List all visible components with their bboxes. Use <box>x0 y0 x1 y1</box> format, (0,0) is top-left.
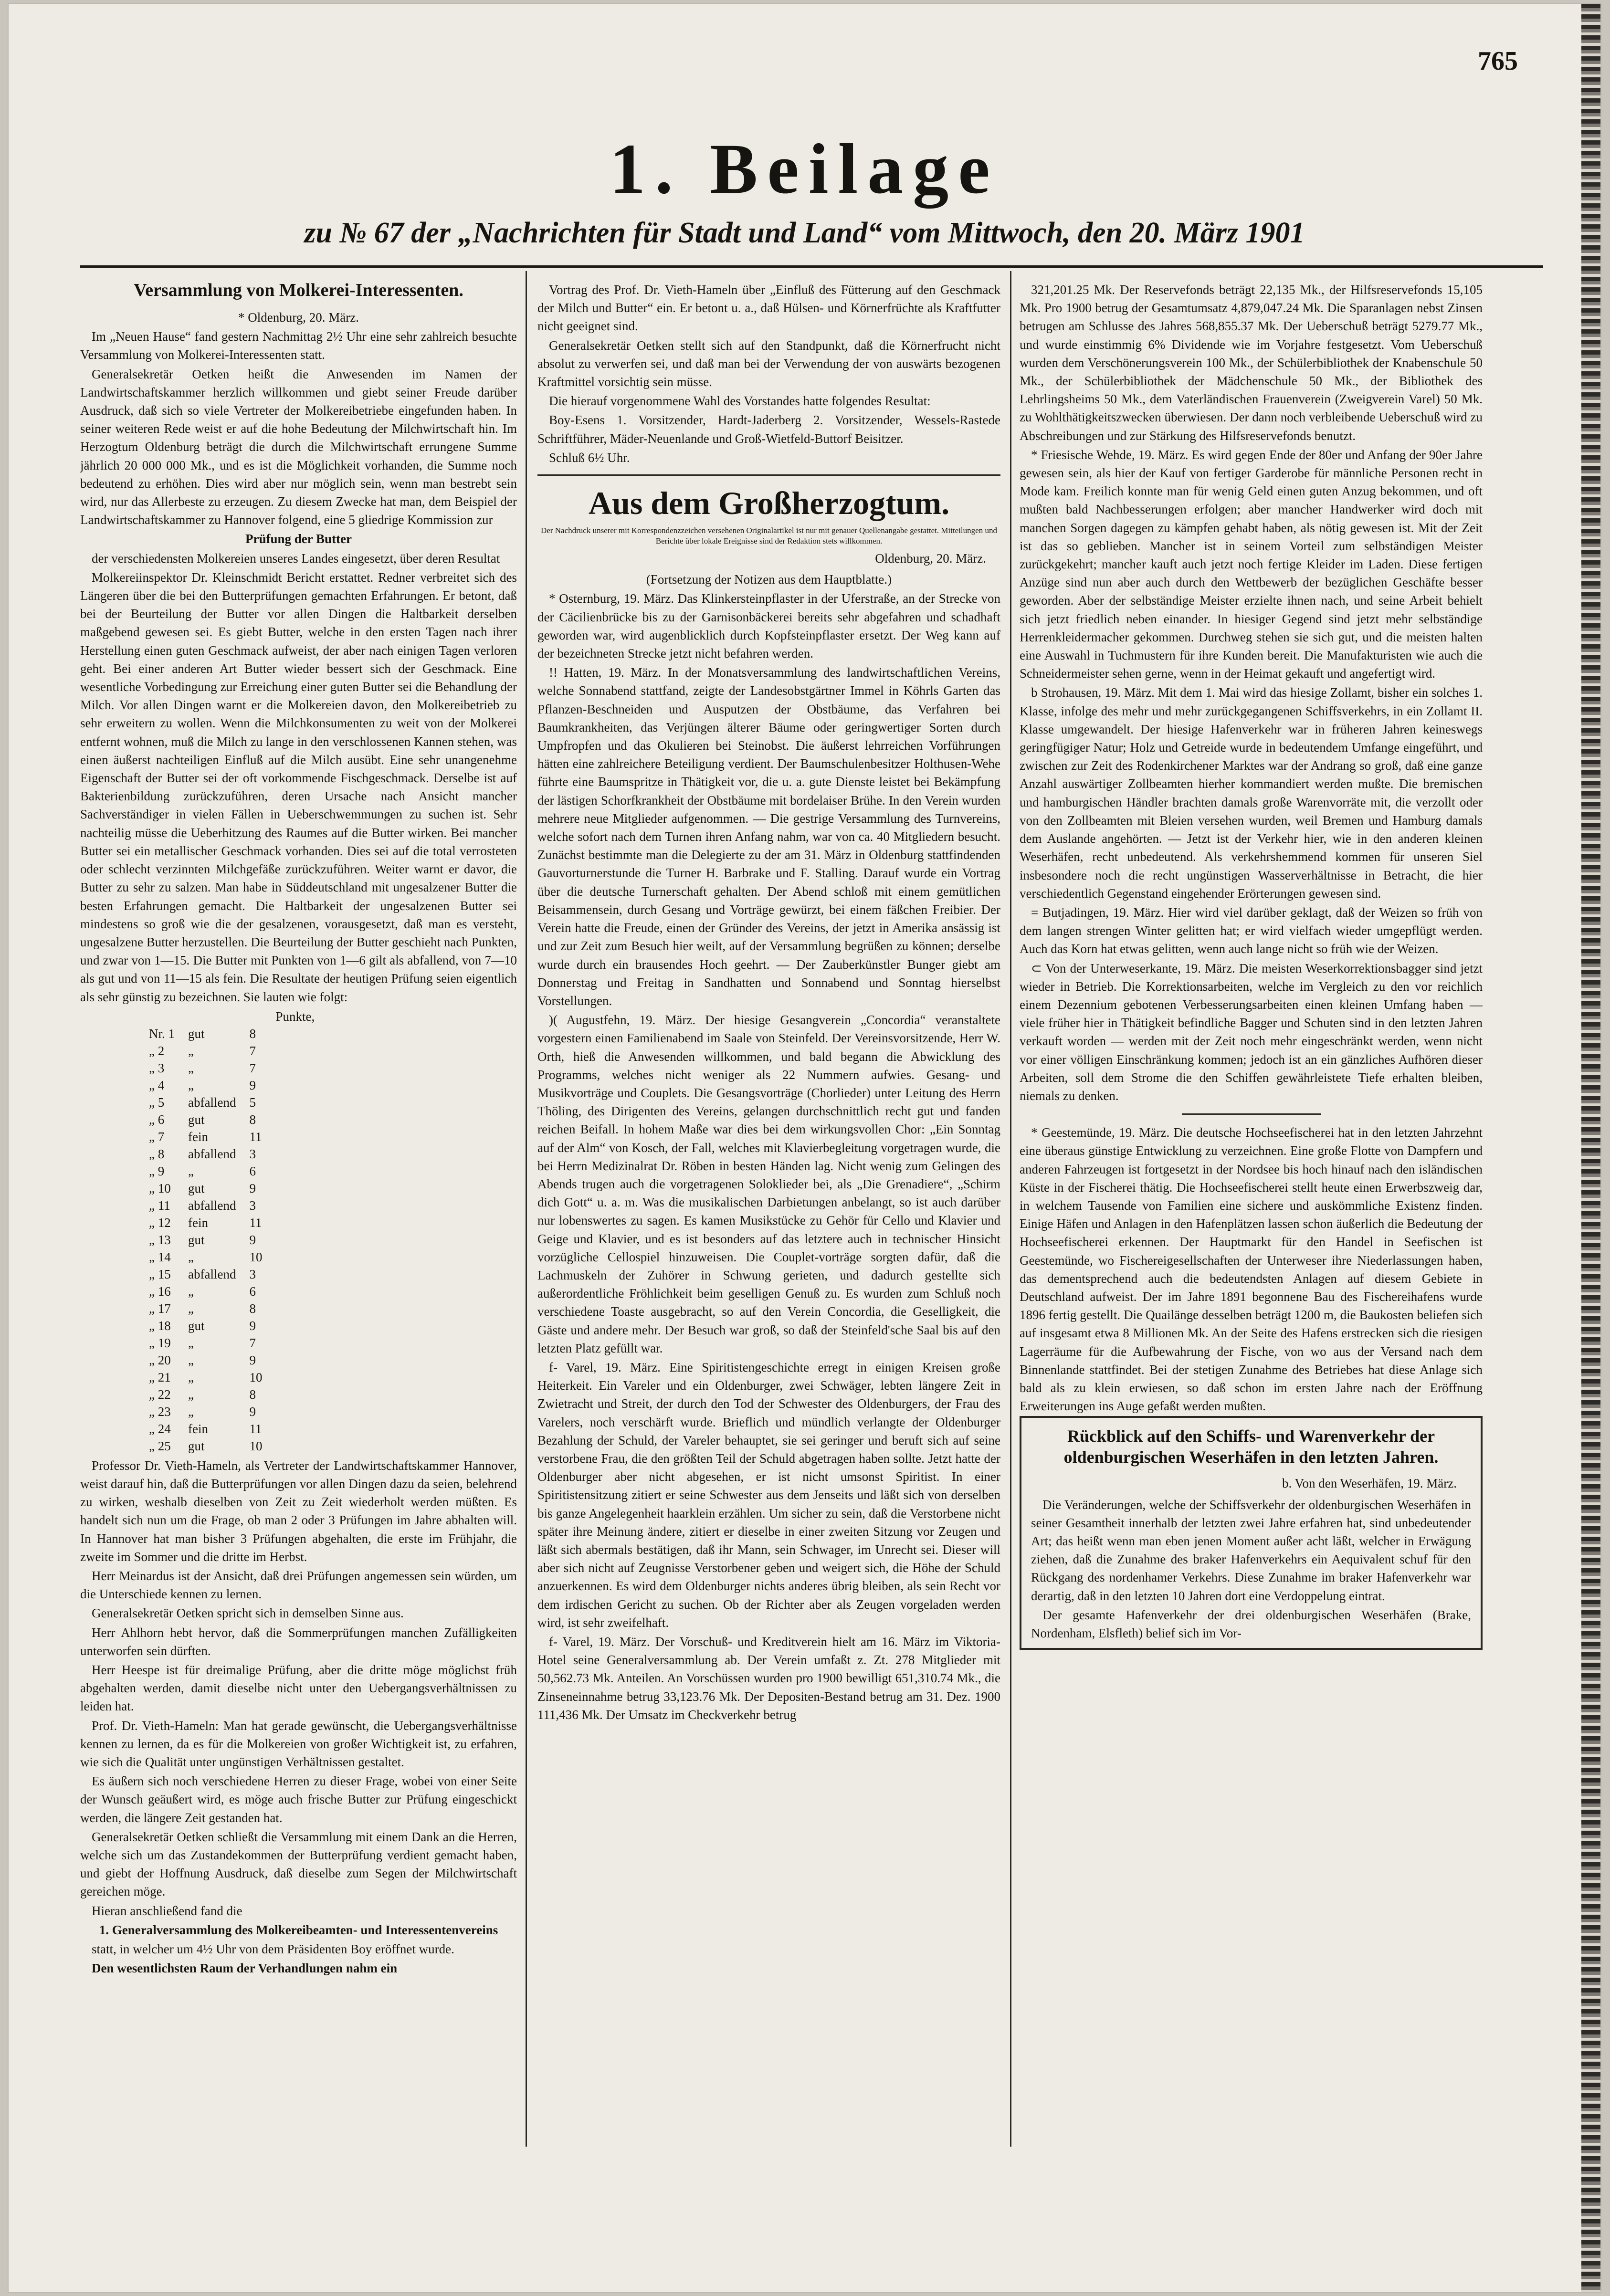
results-cell-nr: „ 19 <box>149 1335 171 1350</box>
results-cell-points: 8 <box>249 1112 256 1127</box>
results-cell-grade: gut <box>188 1438 205 1453</box>
section-rule <box>537 474 1000 476</box>
news-item: f- Varel, 19. März. Eine Spiritistengeschichte erregt in einigen Kreisen große Heiterkeit. Ein Vareler und ein Oldenburger, zwei Schwäger, lebten längere Zeit in Zwietracht und Streit, der durch den Tod der Schwester des Oldenburgers, der Frau des Varelers, noch verschärft wurde. Brieflich und mündlich verlangte der Oldenburger Bezahlung der Schuld, der Vareler behauptet, sie sei geringer und beruft sich auf seine verstorbene Frau, die den größten Teil der Schuld abgetragen haben sollte. Jetzt hatte der Oldenburger aber nicht abgesehen, er ist nicht umsonst Spiritist. In einer Spiritistensitzung zitiert er seine Schwester aus dem Jenseits und läßt sich von derselben bis ganze Angelegenheit haarklein erzählen. Um sicher zu sein, daß die Verstorbene nicht später ihre Meinung ändere, zitiert er dieselbe in einer zweiten Sitzung vor Zeugen und läßt sich abermals bestätigen, daß ihr Mann, sein Schwager, im Unrecht sei. Dieser will aber sich nicht auf Zeugnisse Verstorbener geben und weigert sich, die Höhe der Schuld anzuerkennen. Es wird dem Oldenburger nichts anderes übrig bleiben, als sein Recht vor dem irdischen Gericht zu suchen. Ob der Richter aber als Zeugen vorgeladen werden wird, ist sehr zweifelhaft. <box>537 1360 1000 1630</box>
paragraph: Generalsekretär Oetken spricht sich in demselben Sinne aus. <box>92 1606 404 1621</box>
article-heading: Versammlung von Molkerei-Interessenten. <box>134 280 463 300</box>
results-row <box>142 1352 321 1369</box>
news-item: b Strohausen, 19. März. Mit dem 1. Mai wird das hiesige Zollamt, bisher ein solches 1. Klasse, infolge des mehr und mehr zurückgegangenen Schiffsverkehrs, in ein Zollamt II. Klasse umgewandelt. Der hiesige Hafenverkehr war in früheren Jahren keineswegs geringfügiger Natur; Holz und Getreide wurde in bedeutendem Umfange eingeführt, und zwischen zur Zeit des Rodenkirchener Marktes war der Andrang so groß, daß eine ganze Anzahl auswärtiger Zollbeamten hierher kommandiert werden mußte. Die bremischen und hamburgischen Händler brachten damals große Warenvorräte mit, die verzollt oder von den Zollbeamten mit Bleien versehen wurden, weil Bremen und Hamburg damals dem Auslande angehörten. — Jetzt ist der Verkehr hier, wie in den anderen kleinen Weserhäfen, recht unbedeutend. Als verkehrshemmend kommen für unseren Siel insbesondere noch die recht ungünstigen Wasserverhältnisse in Betracht, die hier verschiedentlich Gegenstand eingehender Erörterungen gewesen sind. <box>1020 685 1483 901</box>
results-row <box>142 1145 321 1163</box>
news-item: !! Hatten, 19. März. In der Monatsversammlung des landwirtschaftlichen Vereins, welche Sonnabend stattfand, zeigte der Landesobstgärtner Immel in Köhrls Garten das Pflanzen-Beschneiden und Ausputzen der Obstbäume, das Verfahren bei Baumkrankheiten, das Verjüngen älterer Bäume oder geringwertiger Sorten durch Umpfropfen und das Okulieren bei Steinobst. Die äußerst lehrreichen Vorführungen hätten eine zahlreichere Beteiligung verdient. Der Baumschulenbesitzer Holthusen-Wehe führte eine Baumspritze in Thätigkeit vor, die u. a. gute Dienste leistet bei Bekämpfung der lästigen Schorfkrankheit der Obstbäume mit bordelaiser Brühe. In den Verein wurden mehrere neue Mitglieder aufgenommen. — Die gestrige Versammlung des Turnvereins, welche sofort nach dem Turnen ihren Anfang nahm, war von ca. 40 Mitgliedern besucht. Zunächst bestimmte man die Delegierte zu der am 31. März in Oldenburg stattfindenden Gauvorturnerstunde die Turner H. Barbrake und F. Stalling. Darauf wurde ein Vortrag über die deutsche Turnerschaft gehalten. Der Abend schloß mit einem gemütlichen Beisammensein, durch Gesang und Vorträge gewürzt, bei einem fäßchen Freibier. Der Verein hatte die Freude, einen der Gründer des Vereins, der jetzt in Amerika ansässig ist und zur Zeit zum Besuch hier weilt, auf der Versammlung begrüßen zu können; derselbe wurde durch ein brausendes Hoch geehrt. — Der Zauberkünstler Bunger giebt am Donnerstag und Freitag in Sandhatten und Sonnabend und Sonntag hierselbst Vorstellungen. <box>537 665 1000 1008</box>
results-cell-grade: „ <box>188 1078 194 1092</box>
paragraph: Vortrag des Prof. Dr. Vieth-Hameln über „Einfluß des Fütterung auf den Geschmack der Milch und Butter“ ein. Er betont u. a., daß Hülsen- und Körnerfrüchte als Kraftfutter nicht geeignet sind. <box>537 283 1000 334</box>
paragraph: Es äußern sich noch verschiedene Herren zu dieser Frage, wobei von einer Seite der Wunsch geäußert wird, es möge auch frische Butter zur Prüfung eingeschickt werden, die längere Zeit gestanden hat. <box>80 1774 517 1825</box>
results-cell-nr: „ 17 <box>149 1301 171 1316</box>
results-cell-nr: Nr. 1 <box>149 1026 175 1041</box>
results-cell-points: 11 <box>249 1215 262 1230</box>
results-cell-nr: „ 22 <box>149 1387 171 1402</box>
results-cell-points: 3 <box>249 1146 256 1161</box>
results-cell-points: 11 <box>249 1421 262 1436</box>
binding-edge <box>1581 4 1600 2292</box>
continuation-note: (Fortsetzung der Notizen aus dem Hauptblatte.) <box>646 572 892 587</box>
boxed-article-dateline: b. Von den Weserhäfen, 19. März. <box>1282 1476 1457 1491</box>
news-item: ⊂ Von der Unterweserkante, 19. März. Die meisten Weserkorrektionsbagger sind jetzt wieder in Betrieb. Die Korrektionsarbeiten, welche im Vergleich zu den vor reichlich einem Dezennium gebotenen Verbesserungsarbeiten einen kleinen Umfang haben — viele früher hier in Thätigkeit befindliche Bagger und Schuten sind in den letzten Jahren verkauft worden — werden mit der Zeit noch mehr eingeschränkt werden, wenn nicht vor einer völligen Einschränkung kommen; jedoch ist an ein gänzliches Aufhören dieser Arbeiten, soll dem Strome die den Schiffen gewährleistete Tiefe erhalten bleiben, niemals zu denken. <box>1020 961 1483 1103</box>
results-cell-grade: gut <box>188 1112 205 1127</box>
paragraph: Die hierauf vorgenommene Wahl des Vorstandes hatte folgendes Resultat: <box>549 394 931 409</box>
paragraph: Hieran anschließend fand die <box>92 1903 242 1918</box>
results-cell-points: 8 <box>249 1301 256 1316</box>
results-cell-grade: „ <box>188 1352 194 1367</box>
inline-heading: Prüfung der Butter <box>245 532 352 546</box>
results-cell-nr: „ 4 <box>149 1078 165 1092</box>
results-cell-grade: fein <box>188 1215 208 1230</box>
paragraph: Die Veränderungen, welche der Schiffsverkehr der oldenburgischen Weserhäfen in seiner Gesamtheit innerhalb der letzten zwei Jahre erfahren hat, sind unbedeutender Art; das heißt wenn man eben jenen Moment außer acht läßt, welcher in Erwägung ziehen, daß die Zunahme des braker Hafenverkehrs ein Aequivalent schuf für den Rückgang des nordenhamer Verkehrs. Diese Zunahme im braker Hafenverkehr war derartig, daß in den letzten 10 Jahren dort eine Verdoppelung eintrat. <box>1031 1497 1471 1603</box>
results-cell-nr: „ 11 <box>149 1198 170 1213</box>
supplement-subtitle: zu № 67 der „Nachrichten für Stadt und Land“ vom Mittwoch, den 20. März 1901 <box>304 217 1305 249</box>
column-rule-2 <box>1010 271 1011 2147</box>
results-cell-points: 7 <box>249 1043 256 1058</box>
results-cell-points: 9 <box>249 1404 256 1419</box>
paragraph: der verschiedensten Molkereien unseres Landes eingesetzt, über deren Resultat <box>92 551 500 566</box>
paragraph: Herr Heespe ist für dreimalige Prüfung, aber die dritte möge möglichst früh abgehalten werden, damit dieselbe nicht unter den Uebergangsverhältnissen zu leiden hat. <box>80 1662 517 1714</box>
results-row <box>142 1077 321 1094</box>
results-cell-nr: „ 23 <box>149 1404 171 1419</box>
results-row <box>142 1248 321 1266</box>
paragraph: Professor Dr. Vieth-Hameln, als Vertreter der Landwirtschaftskammer Hannover, weist darauf hin, daß die Butterprüfungen vor allen Dingen dazu da seien, belehrend zu wirken, weshalb dieselben von Zeit zu Zeit wiederholt werden müßten. Es handelt sich nun um die Frage, ob man 2 oder 3 Prüfungen im Jahre abhalten will. In Hannover hat man bisher 3 Prüfungen abgehalten, die erste im Frühjahr, die zweite im Sommer und die dritte im Herbst. <box>80 1458 517 1564</box>
results-cell-nr: „ 14 <box>149 1249 171 1264</box>
results-row <box>142 1437 321 1455</box>
results-cell-points: 9 <box>249 1232 256 1247</box>
results-cell-nr: „ 24 <box>149 1421 171 1436</box>
page-number: 765 <box>1478 46 1518 76</box>
paragraph: Prof. Dr. Vieth-Hameln: Man hat gerade gewünscht, die Uebergangsverhältnisse kennen zu lernen, da es für die Molkereien von großer Wichtigkeit ist, zu erfahren, wie sich die Qualität unter ungünstigen Verhältnissen gestaltet. <box>80 1718 517 1769</box>
results-cell-grade: gut <box>188 1318 205 1333</box>
paragraph: Im „Neuen Hause“ fand gestern Nachmittag 2½ Uhr eine sehr zahlreich besuchte Versammlung von Molkerei-Interessenten statt. <box>80 329 517 362</box>
results-row <box>142 1163 321 1180</box>
results-row <box>142 1197 321 1214</box>
paragraph: Generalsekretär Oetken heißt die Anwesenden im Namen der Landwirtschaftskammer herzlich willkommen und giebt seiner Freude darüber Ausdruck, daß sich so viele Vertreter der Molkereibetriebe eingefunden haben. In seiner weiteren Rede weist er auf die hohe Bedeutung der Milchwirtschaft hin. Im Herzogtum Oldenburg beträgt die durch die Milchwirtschaft errungene Summe jährlich 20 000 000 Mk., und es ist die Möglichkeit vorhanden, die Summe noch bedeutend zu erhöhen. Dies wird aber nur möglich sein, wenn man bestrebt sein wird, nur das Allerbeste zu erzeugen. Zu diesem Zwecke hat man, dem Beispiel der Landwirtschaftskammer zu Hannover folgend, eine 5 gliedrige Kommission zur <box>80 367 517 527</box>
news-item: * Geestemünde, 19. März. Die deutsche Hochseefischerei hat in den letzten Jahrzehnt eine überaus günstige Entwicklung zu verzeichnen. Eine große Flotte von Dampfern und anderen Fahrzeugen ist fortgesetzt in der Nordsee bis hoch hinauf nach den isländischen Küste in der Fischerei thätig. Die Hochseefischerei stellt heute einen Erwerbszweig dar, in welchem Tausende von Familien eine sichere und auskömmliche Existenz finden. Einige Häfen und Anlagen in den Hafenplätzen lassen schon äußerlich die Bedeutung der Hochseefischerei erkennen. Der Hauptmarkt für den Handel in Seefischen ist Geestemünde, wo Fischereigesellschaften der Unterweser ihre Niederlassungen haben, das dementsprechend auch die bedeutendsten Anlagen auf diesem Gebiete in Deutschland aufweist. Der im Jahre 1891 begonnene Bau des Fischereihafens wurde 1896 fertig gestellt. Die Quailänge desselben beträgt 1200 m, die Baukosten beliefen sich auf insgesamt etwa 8 Millionen Mk. An der Seite des Hafens erstrecken sich die riesigen Lagerräume für die Aufbewahrung der Fische, von wo aus der Versand nach dem Binnenlande stattfindet. Bei der stetigen Zunahme des Betriebes hat diese Anlage sich bald als zu klein erwiesen, so daß schon im ersten Jahre nach der Eröffnung Erweiterungen ins Auge gefaßt werden mußten. <box>1020 1125 1483 1414</box>
results-cell-nr: „ 20 <box>149 1352 171 1367</box>
results-cell-grade: „ <box>188 1164 194 1178</box>
results-table <box>142 1008 321 1455</box>
results-cell-points: 10 <box>249 1249 263 1264</box>
paragraph: Herr Meinardus ist der Ansicht, daß drei Prüfungen angemessen sein würden, um die Unterschiede kennen zu lernen. <box>80 1568 517 1602</box>
results-row <box>142 1403 321 1420</box>
results-cell-grade: abfallend <box>188 1146 236 1161</box>
paragraph: statt, in welcher um 4½ Uhr von dem Präsidenten Boy eröffnet wurde. <box>92 1942 454 1956</box>
results-cell-grade: „ <box>188 1335 194 1350</box>
results-cell-grade: „ <box>188 1249 194 1264</box>
results-cell-nr: „ 15 <box>149 1267 171 1281</box>
paragraph: Schluß 6½ Uhr. <box>549 450 630 465</box>
results-cell-nr: „ 9 <box>149 1164 165 1178</box>
results-cell-points: 7 <box>249 1335 256 1350</box>
results-cell-points: 3 <box>249 1198 256 1213</box>
results-row <box>142 1386 321 1403</box>
newspaper-page <box>9 4 1600 2292</box>
results-cell-grade: „ <box>188 1301 194 1316</box>
section-note: Der Nachdruck unserer mit Korrespondenzzeichen versehenen Originalartikel ist nur mit genauer Quellenangabe gestattet. Mitteilungen und Berichte über lokale Ereignisse sind der Redaktion stets willkommen. <box>541 526 997 546</box>
results-cell-nr: „ 13 <box>149 1232 171 1247</box>
column-2 <box>537 281 1000 1725</box>
results-cell-nr: „ 25 <box>149 1438 171 1453</box>
results-cell-points: 11 <box>249 1129 262 1144</box>
results-row <box>142 1369 321 1386</box>
paragraph: Generalsekretär Oetken schließt die Versammlung mit einem Dank an die Herren, welche sich um das Zustandekommen der Butterprüfung verdient gemacht haben, und giebt der Hoffnung Ausdruck, daß dieselbe zum Segen der Milchwirtschaft gereichen möge. <box>80 1829 517 1899</box>
results-cell-points: 6 <box>249 1284 256 1299</box>
results-cell-nr: „ 5 <box>149 1095 165 1110</box>
results-cell-nr: „ 16 <box>149 1284 171 1299</box>
results-cell-points: 8 <box>249 1026 256 1041</box>
dateline: * Oldenburg, 20. März. <box>238 310 359 325</box>
news-item: )( Augustfehn, 19. März. Der hiesige Gesangverein „Concordia“ veranstaltete vorgestern einen Familienabend im Saale von Steinfeld. Der Vereinsvorsitzende, Herr W. Orth, hieß die Anwesenden willkommen, und bald begann die Abwicklung des Programms, welches nicht weniger als 22 Nummern aufwies. Gesang- und Musikvorträge und Couplets. Die Gesangsvorträge (Chorlieder) unter Leitung des Herrn Thöling, des Dirigenten des Vereins, gelangen durchschnittlich recht gut und fanden reichen Beifall. In hohem Maße war dies bei dem wirkungsvollen Chor: „Ein Sonntag auf der Alm“ von Kosch, der Fall, welches mit Klavierbegleitung vorgetragen wurde, die bei Herrn Medizinalrat Dr. Röben in besten Händen lag. Nicht wenig zum Gelingen des Abends trugen auch die vorgetragenen Soloklieder bei, als „Die Grenadiere“, „Schirm dich Gott“ u. a. m. Was die musikalischen Darbietungen anbelangt, so ist auch darüber nur lobenswertes zu sagen. Es kamen Musikstücke zu Gehör für Cello und Klavier und Geige und Klavier, und es ist besonders auf das letztere auch in technischer Hinsicht vorzügliche Cellospiel hinzuweisen. Die Couplet-vorträge sorgten dafür, daß die Lachmuskeln der Zuhörer in Schwung gerieten, und dadurch gestellte sich außerordentliche Fröhlichkeit beim geselligen Genuß zu. Es wurden zum Schluß noch verschiedene Toaste ausgebracht, so auf den Verein Concordia, die Geselligkeit, die Gäste und andere mehr. Der Besuch war groß, so daß der Steinfeld'sche Saal bis auf den letzten Platz gefüllt war. <box>537 1013 1000 1355</box>
results-cell-nr: „ 6 <box>149 1112 165 1127</box>
results-cell-points: 9 <box>249 1318 256 1333</box>
results-cell-grade: fein <box>188 1129 208 1144</box>
results-cell-points: 5 <box>249 1095 256 1110</box>
paragraph: Generalsekretär Oetken stellt sich auf den Standpunkt, daß die Körnerfrucht nicht absolut zu verwerfen sei, und daß man bei der Verwendung der von auswärts bezogenen Kraftmittel vorsichtig sein müsse. <box>537 338 1000 389</box>
section-title: Aus dem Großherzogtum. <box>588 485 950 522</box>
results-cell-grade: „ <box>188 1387 194 1402</box>
results-cell-grade: abfallend <box>188 1095 236 1110</box>
results-row <box>142 1094 321 1111</box>
results-cell-nr: „ 21 <box>149 1370 171 1384</box>
results-row <box>142 1266 321 1283</box>
results-cell-points: 7 <box>249 1060 256 1075</box>
paragraph: Molkereiinspektor Dr. Kleinschmidt Bericht erstattet. Redner verbreitet sich des Längeren über die bei den Butterprüfungen gemachten Erfahrungen. Er betont, daß bei der Beurteilung der Butter vor allen Dingen die Haltbarkeit derselben maßgebend gewesen sei. Es giebt Butter, welche in den ersten Tagen nach ihrer Herstellung einen guten Geschmack aufweist, der aber nach einigen Tagen verloren geht. Bei einer anderen Art Butter wieder bessert sich der Geschmack. Eine wesentliche Vorbedingung zur Erreichung einer guten Butter sei die Behandlung der Milch. Vor allen Dingen warnt er die Molkereien davon, den Molkereibetrieb zu sehr erweitern zu wollen. Wenn die Milchkonsumenten zu weit von der Molkerei entfernt wohnen, muß die Milch zu lange in den verschlossenen Kannen stehen, was einen äußerst nachteiligen Einfluß auf die Milch ausübt. Eine sehr unangenehme Eigenschaft der Butter sei der oft vorkommende Fischgeschmack. Derselbe ist auf Bakterienbildung zurückzuführen, deren Ursache nach Ansicht mancher Sachverständiger in vielen Fällen in Ueberschwemmungen zu suchen ist. Sehr nachteilig müsse die Ueberhitzung des Raumes auf die Butter wirken. Bei mancher Butter sei ein metallischer Geschmack vorhanden. Dies sei auf die total verrosteten oder schlecht verzinnten Milchgefäße zurückzuführen. Weiter warnt er davor, die Butter zu sehr zu salzen. Man habe in Süddeutschland mit ungesalzener Butter die besten Erfahrungen gemacht. Die Haltbarkeit der ungesalzenen Butter sei mindestens so groß wie die der gesalzenen, vorausgesetzt, daß man es versteht, ungesalzene Butter herzustellen. Die Beurteilung der Butter geschieht nach Punkten, und zwar von 1—15. Die Butter mit Punkten von 1—6 gilt als abfallend, von 7—10 als gut und von 11—15 als fein. Die Resultate der heutigen Prüfung seien eigentlich als sehr günstig zu bezeichnen. Sie lauten wie folgt: <box>80 570 517 1004</box>
results-cell-points: 10 <box>249 1370 263 1384</box>
results-row <box>142 1128 321 1145</box>
results-cell-grade: „ <box>188 1043 194 1058</box>
paragraph: Den wesentlichsten Raum der Verhandlungen nahm ein <box>92 1961 398 1976</box>
results-cell-grade: „ <box>188 1284 194 1299</box>
results-cell-points: 10 <box>249 1438 263 1453</box>
results-row <box>142 1025 321 1042</box>
results-cell-grade: fein <box>188 1421 208 1436</box>
results-row <box>142 1180 321 1197</box>
results-cell-grade: „ <box>188 1404 194 1419</box>
results-row <box>142 1300 321 1317</box>
subheading: 1. Generalversammlung des Molkereibeamten- und Interessentenvereins <box>99 1922 498 1937</box>
results-cell-nr: „ 8 <box>149 1146 165 1161</box>
results-cell-grade: gut <box>188 1181 205 1195</box>
results-row <box>142 1059 321 1077</box>
results-cell-grade: gut <box>188 1232 205 1247</box>
paragraph: Der gesamte Hafenverkehr der drei oldenburgischen Weserhäfen (Brake, Nordenham, Elsfleth) belief sich im Vor- <box>1031 1607 1471 1641</box>
boxed-article-title: Rückblick auf den Schiffs- und Warenverkehr der oldenburgischen Weserhäfen in den letzten Jahren. <box>1063 1426 1439 1467</box>
results-row <box>142 1283 321 1300</box>
paragraph: Boy-Esens 1. Vorsitzender, Hardt-Jaderberg 2. Vorsitzender, Wessels-Rastede Schriftführer, Mäder-Neuenlande und Groß-Wietfeld-Buttorf Beisitzer. <box>537 413 1000 446</box>
results-cell-grade: gut <box>188 1026 205 1041</box>
paragraph: Herr Ahlhorn hebt hervor, daß die Sommerprüfungen manchen Zufälligkeiten unterworfen sein dürften. <box>80 1625 517 1658</box>
boxed-article <box>1020 1416 1483 1650</box>
results-row <box>142 1111 321 1128</box>
results-row <box>142 1214 321 1231</box>
item-rule <box>1182 1113 1321 1115</box>
results-cell-points: 8 <box>249 1387 256 1402</box>
header-rule <box>80 265 1543 268</box>
results-cell-grade: abfallend <box>188 1198 236 1213</box>
results-row <box>142 1231 321 1248</box>
results-row <box>142 1042 321 1059</box>
results-cell-nr: „ 3 <box>149 1060 165 1075</box>
results-cell-points: 9 <box>249 1078 256 1092</box>
results-header-row <box>142 1008 321 1025</box>
results-cell-nr: „ 2 <box>149 1043 165 1058</box>
results-header: Punkte, <box>275 1009 315 1024</box>
results-row <box>142 1317 321 1334</box>
news-item: = Butjadingen, 19. März. Hier wird viel darüber geklagt, daß der Weizen so früh von dem langen strengen Winter gelitten hat; er wird vielfach wieder umgepflügt werden. Auch das Korn hat etwas gelitten, wenn auch lange nicht so früh wie der Weizen. <box>1020 905 1483 956</box>
results-row <box>142 1420 321 1437</box>
column-3 <box>1020 281 1483 1650</box>
results-cell-points: 9 <box>249 1181 256 1195</box>
column-rule-1 <box>526 271 527 2147</box>
results-cell-grade: „ <box>188 1370 194 1384</box>
dateline: Oldenburg, 20. März. <box>875 551 986 566</box>
results-row <box>142 1334 321 1352</box>
results-cell-grade: abfallend <box>188 1267 236 1281</box>
supplement-title: 1. Beilage <box>610 129 1000 209</box>
column-1 <box>80 276 517 1978</box>
results-cell-nr: „ 18 <box>149 1318 171 1333</box>
results-cell-nr: „ 10 <box>149 1181 171 1195</box>
results-cell-nr: „ 7 <box>149 1129 165 1144</box>
results-cell-points: 9 <box>249 1352 256 1367</box>
results-cell-grade: „ <box>188 1060 194 1075</box>
results-cell-points: 3 <box>249 1267 256 1281</box>
news-item: * Friesische Wehde, 19. März. Es wird gegen Ende der 80er und Anfang der 90er Jahre gewesen sein, als hier der Kauf von fertiger Garderobe für männliche Personen recht in Mode kam. Freilich konnte man für wenig Geld einen guten Anzug bekommen, und oft mußten bald Nachbesserungen erfolgen; aber mancher Handwerker wird doch mit manchen Sorgen dagegen zu kämpfen gehabt haben, als nötig gewesen ist. Mit der Zeit ist das so geblieben. Mancher ist in seinem Vorteil zum selbständigen Meister zurückgekehrt; mancher kauft auch jetzt noch fertige Kleider im Laden. Diese fertigen Anzüge sind nun aber auch durch den Wettbewerb der bezüglichen Geschäfte besser geworden. Aber der selbständige Meister erzielte ihnen nach, und seine Arbeit behielt sich jetzt friedlich neben einander. In hiesiger Gegend sind jetzt mehr selbständige Herrenkleidermacher gekommen. Durchweg stehen sie sich gut, und die meisten halten eine Auswahl in Tuchmustern für ihre Kunden bereit. Die Manufakturisten wie auch die Schneidermeister sehen gerne, wenn in der Heimat gekauft und angefertigt wird. <box>1020 447 1483 681</box>
results-cell-points: 6 <box>249 1164 256 1178</box>
news-item: * Osternburg, 19. März. Das Klinkersteinpflaster in der Uferstraße, an der Strecke von der Cäcilienbrücke bis zu der Garnisonbäckerei bereits sehr abgefahren und schadhaft geworden war, wird augenblicklich durch Kopfsteinpflaster ersetzt. Der Weg kann auf der bezeichneten Strecke jetzt nicht befahren werden. <box>537 591 1000 661</box>
news-item: 321,201.25 Mk. Der Reservefonds beträgt 22,135 Mk., der Hilfsreservefonds 15,105 Mk. Pro 1900 betrug der Gesamtumsatz 4,879,047.24 Mk. Die Sparanlagen nebst Zinsen betrugen am Schlusse des Jahres 568,855.37 Mk. Der Ueberschuß beträgt 5279.77 Mk., und wurde einstimmig 6% Dividende wie im Vorjahre festgesetzt. Vom Ueberschuß wurden dem Verschönerungsverein 100 Mk., der Schülerbibliothek der Knabenschule 50 Mk., der Schülerbibliothek der Mädchenschule 50 Mk., der Bibliothek des Lehrlingsheims 50 Mk., dem Vaterländischen Frauenverein (Zweigverein Varel) 50 Mk. zu Wohlthätigkeitszwecken überwiesen. Der dann noch verbleibende Ueberschuß wird zu Abschreibungen und zur Stärkung des Hilfsreservefonds benutzt. <box>1020 283 1483 443</box>
news-item: f- Varel, 19. März. Der Vorschuß- und Kreditverein hielt am 16. März im Viktoria-Hotel seine Generalversammlung ab. Der Verein umfaßt z. Zt. 278 Mitglieder mit 50,562.73 Mk. Anteilen. An Vorschüssen wurden pro 1900 bewilligt 651,310.74 Mk., die Zinseneinnahme betrug 33,123.76 Mk. Der Depositen-Bestand betrug am 31. Dez. 1900 111,436 Mk. Der Umsatz im Checkverkehr betrug <box>537 1635 1000 1722</box>
results-cell-nr: „ 12 <box>149 1215 171 1230</box>
